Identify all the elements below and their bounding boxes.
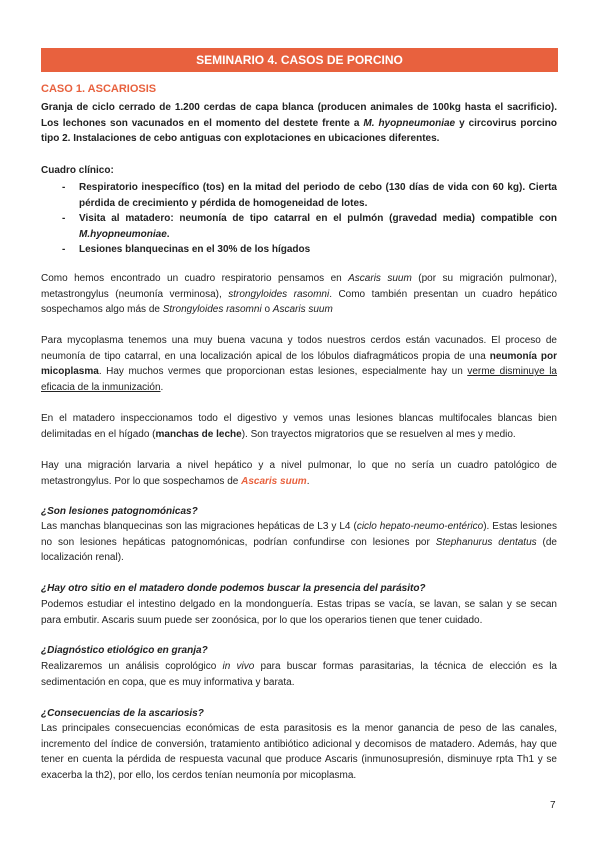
answer-paragraph: Podemos estudiar el intestino delgado en la mondonguería. Estas tripas se vacía, se lavan, se salan y se secan para embutir. Ascaris suum puede ser zoonósica, por lo que los operarios tienen que tener cuidado. [41,599,557,626]
list-item: - Visita al matadero: neumonía de tipo catarral en el pulmón (gravedad media) compatible con M.hyopneumoniae. [41,211,557,242]
question-heading: ¿Diagnóstico etiológico en granja? [41,645,208,656]
answer-paragraph: Realizaremos un análisis coprológico in vivo para buscar formas parasitarias, la técnica de elección es la sedimentación en copa, que es muy informativa y barata. [41,661,557,688]
case-title: CASO 1. ASCARIOSIS [41,83,157,95]
clinical-list [41,180,557,258]
paragraph-slaughterhouse: En el matadero inspeccionamos todo el digestivo y vemos unas lesiones blancas multifocales blancas bien delimitadas en el hígado (manchas de leche). Son trayectos migratorios que se resuelven al mes y medio. [41,413,557,440]
paragraph-suspicion: Hay una migración larvaria a nivel hepático y a nivel pulmonar, lo que no sería un cuadro patológico de metastrongylus. Por lo que sospechamos de Ascaris suum. [41,460,557,487]
question-heading: ¿Hay otro sitio en el matadero donde podemos buscar la presencia del parásito? [41,583,426,594]
intro-paragraph: Granja de ciclo cerrado de 1.200 cerdas de capa blanca (producen animales de 100kg hasta el sacrificio). Los lechones son vacunados en el momento del destete frente a M. hyopneumoniae y circovirus porcino tipo 2. Instalaciones de cebo antiguas con explotaciones en ubicaciones diferentes. [41,102,557,144]
list-item: - Lesiones blanquecinas en el 30% de los hígados [41,242,557,258]
paragraph-differential: Como hemos encontrado un cuadro respiratorio pensamos en Ascaris suum (por su migración pulmonar), metastrongylus (neumonía verminosa), strongyloides rasomni. Como también presentan un cuadro hepático sospechamos algo más de Strongyloides rasomni o Ascaris suum [41,273,558,315]
section-banner: SEMINARIO 4. CASOS DE PORCINO [41,48,558,72]
answer-paragraph: Las principales consecuencias económicas de esta parasitosis es la menor ganancia de peso de las canales, incremento del índice de conversión, tratamiento antibiótico adicional y decomisos de matadero. Además, hay que tener en cuenta la pérdida de respuesta vacunal que produce Ascaris (inmunosupresión, disminuye rpta Th1 y se exacerba la th2), por ello, los cerdos tenían neumonía por micoplasma. [41,723,557,781]
question-heading: ¿Consecuencias de la ascariosis? [41,708,204,719]
question-heading: ¿Son lesiones patognomónicas? [41,506,198,517]
page-number: 7 [550,800,556,811]
list-item: - Respiratorio inespecífico (tos) en la mitad del periodo de cebo (130 días de vida con 60 kg). Cierta pérdida de crecimiento y pérdida de homogeneidad de lotes. [41,180,557,211]
answer-paragraph: Las manchas blanquecinas son las migraciones hepáticas de L3 y L4 (ciclo hepato-neumo-entérico). Estas lesiones no son lesiones hepáticas patognomónicas, podrían confundirse con lesiones por Stephanurus dentatus (de localización renal). [41,521,557,563]
paragraph-mycoplasma: Para mycoplasma tenemos una muy buena vacuna y todos nuestros cerdos están vacunados. El proceso de neumonía de tipo catarral, en una localización apical de los lóbulos diafragmáticos propia de una neumonía por micoplasma. Hay muchos vermes que proporcionan estas lesiones, especialmente hay un verme disminuye la eficacia de la inmunización. [41,335,557,393]
clinical-label: Cuadro clínico: [41,165,114,176]
